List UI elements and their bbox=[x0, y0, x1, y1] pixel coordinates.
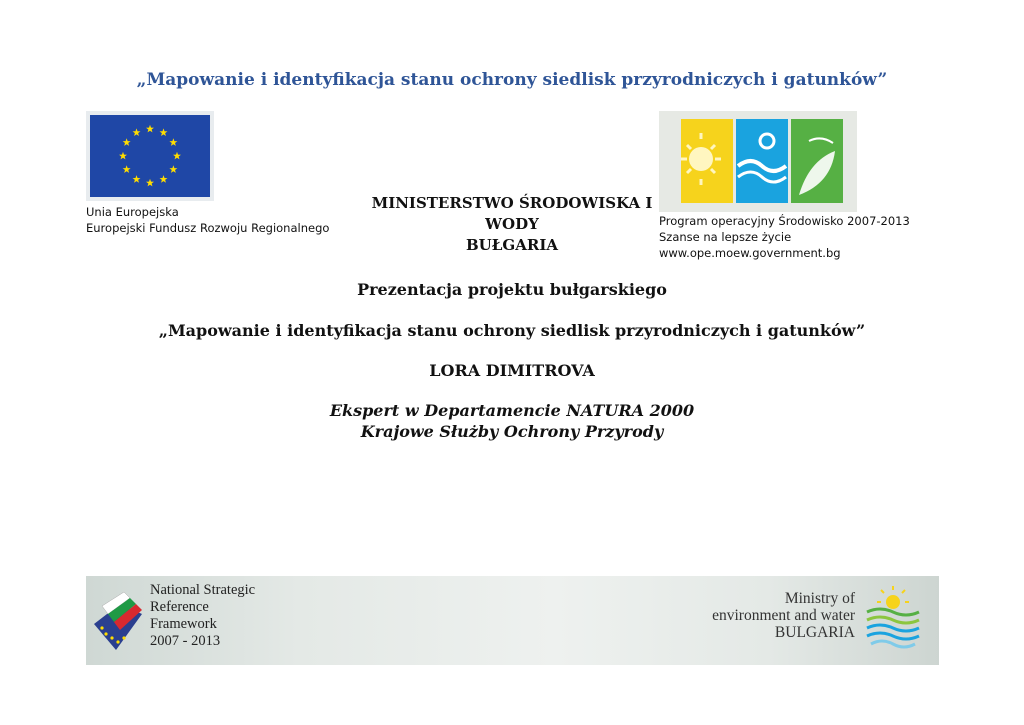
role-line: Ekspert w Departamencie NATURA 2000 bbox=[329, 401, 695, 420]
ministry-line: BUŁGARIA bbox=[466, 236, 558, 254]
role-line: Krajowe Służby Ochrony Przyrody bbox=[360, 422, 664, 441]
eu-caption-line: Unia Europejska bbox=[86, 205, 179, 219]
nsrf-line: National Strategic bbox=[150, 582, 256, 598]
nsrf-line: Reference bbox=[150, 599, 209, 615]
ministry-heading bbox=[370, 193, 654, 256]
ope-program-logo bbox=[659, 111, 857, 212]
eu-flag-logo bbox=[86, 111, 214, 201]
nsrf-line: 2007 - 2013 bbox=[150, 633, 221, 649]
document-header-title: „Mapowanie i identyfikacja stanu ochrony siedlisk przyrodniczych i gatunków” bbox=[136, 70, 888, 90]
ministry-line: MINISTERSTWO ŚRODOWISKA I bbox=[371, 194, 653, 212]
ope-website-text: www.ope.moew.government.bg bbox=[659, 246, 841, 260]
ope-caption-line: Szanse na lepsze życie bbox=[659, 230, 792, 244]
eu-caption-line: Europejski Fundusz Rozwoju Regionalnego bbox=[86, 221, 330, 235]
project-title: „Mapowanie i identyfikacja stanu ochrony siedlisk przyrodniczych i gatunków” bbox=[158, 321, 866, 340]
author-name: LORA DIMITROVA bbox=[429, 361, 595, 380]
footer-banner bbox=[86, 576, 939, 665]
nsrf-line: Framework bbox=[150, 616, 217, 632]
moew-line: environment and water bbox=[712, 607, 855, 624]
nsrf-logo-icon bbox=[90, 584, 146, 654]
eu-caption bbox=[86, 204, 329, 236]
moew-line: Ministry of bbox=[784, 590, 855, 607]
moew-text bbox=[712, 590, 855, 641]
author-role bbox=[0, 400, 1024, 442]
moew-line: BULGARIA bbox=[774, 624, 855, 641]
ministry-line: WODY bbox=[485, 215, 539, 233]
nsrf-text bbox=[150, 582, 255, 650]
ope-caption bbox=[659, 213, 910, 261]
presentation-heading: Prezentacja projektu bułgarskiego bbox=[357, 280, 667, 299]
moew-logo-icon bbox=[863, 586, 923, 650]
ope-caption-line: Program operacyjny Środowisko 2007-2013 bbox=[659, 214, 910, 228]
